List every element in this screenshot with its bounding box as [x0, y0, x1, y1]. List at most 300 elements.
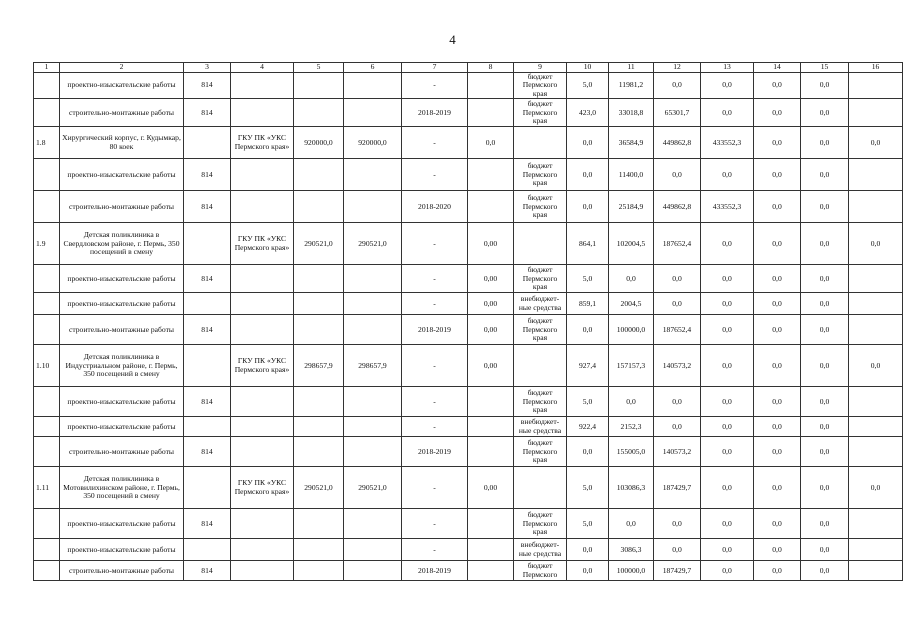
table-cell [294, 72, 344, 99]
table-cell: 1.11 [34, 467, 60, 509]
table-cell: 814 [184, 437, 231, 467]
table-cell: строительно-монтажные работы [60, 99, 184, 127]
table-cell: 0,0 [609, 387, 654, 417]
table-cell [34, 265, 60, 293]
table-cell: 814 [184, 265, 231, 293]
table-cell [231, 159, 294, 191]
table-cell: 0,0 [567, 539, 609, 561]
table-cell: 2004,5 [609, 293, 654, 315]
table-cell [231, 265, 294, 293]
column-number: 11 [609, 63, 654, 73]
table-cell [849, 561, 903, 581]
table-cell: 0,0 [654, 387, 701, 417]
table-cell: 0,0 [801, 159, 849, 191]
table-cell [344, 265, 402, 293]
table-cell: 0,0 [567, 315, 609, 345]
table-cell [514, 345, 567, 387]
column-number: 4 [231, 63, 294, 73]
table-cell: 0,0 [849, 467, 903, 509]
table-cell [468, 539, 514, 561]
table-cell: - [402, 72, 468, 99]
table-cell [231, 437, 294, 467]
table-cell [294, 509, 344, 539]
table-cell: 5,0 [567, 509, 609, 539]
table-cell: 187652,4 [654, 315, 701, 345]
column-number: 1 [34, 63, 60, 73]
table-cell [514, 223, 567, 265]
table-cell: 0,00 [468, 345, 514, 387]
table-cell: 11981,2 [609, 72, 654, 99]
table-cell: бюджет Пермского края [514, 437, 567, 467]
table-cell: 1.9 [34, 223, 60, 265]
table-cell [344, 315, 402, 345]
table-cell [849, 293, 903, 315]
table-cell [849, 387, 903, 417]
table-cell [468, 99, 514, 127]
table-cell: 0,00 [468, 467, 514, 509]
table-cell: 0,0 [801, 437, 849, 467]
column-number: 2 [60, 63, 184, 73]
table-cell: 814 [184, 315, 231, 345]
table-cell [231, 191, 294, 223]
table-cell: 290521,0 [344, 223, 402, 265]
table-cell [294, 159, 344, 191]
table-cell [849, 509, 903, 539]
table-cell: 0,0 [701, 417, 754, 437]
table-cell: 1.8 [34, 127, 60, 159]
table-cell [231, 509, 294, 539]
table-cell: 298657,9 [294, 345, 344, 387]
table-cell: 187429,7 [654, 467, 701, 509]
table-cell [231, 387, 294, 417]
table-cell: 0,0 [754, 467, 801, 509]
table-cell: 5,0 [567, 72, 609, 99]
table-cell [184, 127, 231, 159]
table-cell: ГКУ ПК «УКС Пермского края» [231, 223, 294, 265]
table-cell: 5,0 [567, 467, 609, 509]
table-cell: 433552,3 [701, 191, 754, 223]
table-cell: 0,0 [567, 437, 609, 467]
table-cell [849, 539, 903, 561]
column-number: 15 [801, 63, 849, 73]
table-cell: 2152,3 [609, 417, 654, 437]
table-cell: строительно-монтажные работы [60, 315, 184, 345]
table-cell: 0,0 [468, 127, 514, 159]
table-cell [344, 72, 402, 99]
table-cell: - [402, 159, 468, 191]
table-cell [34, 159, 60, 191]
table-cell: - [402, 345, 468, 387]
table-cell: проектно-изыскательские работы [60, 293, 184, 315]
table-row [34, 387, 903, 417]
table-cell: 0,0 [754, 345, 801, 387]
table-cell [231, 417, 294, 437]
table-row [34, 265, 903, 293]
table-cell: 0,0 [609, 509, 654, 539]
table-cell [849, 191, 903, 223]
table-cell: 0,0 [849, 345, 903, 387]
table-cell: 0,0 [654, 509, 701, 539]
table-cell: Детская поликлиника в Индустриальном районе, г. Пермь, 350 посещений в смену [60, 345, 184, 387]
table-cell: - [402, 387, 468, 417]
column-number: 3 [184, 63, 231, 73]
table-cell [34, 293, 60, 315]
table-cell: 0,0 [801, 467, 849, 509]
table-cell [849, 72, 903, 99]
table-cell: проектно-изыскательские работы [60, 387, 184, 417]
column-number: 5 [294, 63, 344, 73]
table-cell: 0,0 [701, 345, 754, 387]
table-cell: проектно-изыскательские работы [60, 509, 184, 539]
table-cell [184, 539, 231, 561]
table-cell [344, 437, 402, 467]
page-number: 4 [449, 32, 456, 47]
table-cell: 814 [184, 191, 231, 223]
table-cell [468, 437, 514, 467]
table-cell [184, 467, 231, 509]
column-number: 13 [701, 63, 754, 73]
table-cell [344, 561, 402, 581]
table-row [34, 539, 903, 561]
table-cell: - [402, 509, 468, 539]
table-cell: 0,0 [754, 159, 801, 191]
table-cell [294, 191, 344, 223]
table-cell: - [402, 417, 468, 437]
table-cell [468, 509, 514, 539]
table-cell: 0,0 [849, 223, 903, 265]
table-cell: 922,4 [567, 417, 609, 437]
table-row [34, 315, 903, 345]
table-cell: проектно-изыскательские работы [60, 72, 184, 99]
table-cell: 2018-2020 [402, 191, 468, 223]
table-cell: 290521,0 [344, 467, 402, 509]
table-row [34, 417, 903, 437]
table-cell: 290521,0 [294, 467, 344, 509]
table-cell [231, 293, 294, 315]
table-cell [514, 467, 567, 509]
table-cell: 0,0 [754, 417, 801, 437]
table-cell: - [402, 223, 468, 265]
table-cell: 0,0 [701, 315, 754, 345]
table-cell [231, 72, 294, 99]
table-cell: 859,1 [567, 293, 609, 315]
table-cell [344, 417, 402, 437]
table-row [34, 509, 903, 539]
table-cell: строительно-монтажные работы [60, 437, 184, 467]
table-cell: 102004,5 [609, 223, 654, 265]
table-cell: бюджет Пермского края [514, 191, 567, 223]
table-cell [468, 387, 514, 417]
table-cell: Детская поликлиника в Свердловском районе, г. Пермь, 350 посещений в смену [60, 223, 184, 265]
budget-table [33, 62, 903, 581]
column-number: 12 [654, 63, 701, 73]
column-number: 6 [344, 63, 402, 73]
table-cell: 0,0 [801, 539, 849, 561]
table-cell [468, 417, 514, 437]
table-row [34, 293, 903, 315]
table-cell: 0,00 [468, 315, 514, 345]
table-cell: внебюджет-ные средства [514, 417, 567, 437]
table-cell: 5,0 [567, 265, 609, 293]
table-cell: 140573,2 [654, 345, 701, 387]
table-cell: внебюджет-ные средства [514, 539, 567, 561]
table-cell [34, 509, 60, 539]
table-cell [184, 417, 231, 437]
table-row [34, 127, 903, 159]
table-cell: 0,0 [701, 509, 754, 539]
table-cell: 0,0 [754, 509, 801, 539]
table-cell [849, 417, 903, 437]
table-cell: - [402, 293, 468, 315]
table-cell: 0,0 [754, 72, 801, 99]
table-cell [468, 72, 514, 99]
table-cell [468, 191, 514, 223]
table-row [34, 437, 903, 467]
table-cell: 2018-2019 [402, 99, 468, 127]
table-cell: 0,00 [468, 265, 514, 293]
table-cell: 0,0 [801, 223, 849, 265]
table-cell: 0,0 [754, 265, 801, 293]
table-cell: 3086,3 [609, 539, 654, 561]
table-cell: 65301,7 [654, 99, 701, 127]
table-cell [344, 159, 402, 191]
table-cell [231, 561, 294, 581]
table-cell: 1.10 [34, 345, 60, 387]
table-cell [294, 265, 344, 293]
table-cell: 814 [184, 159, 231, 191]
table-cell [231, 539, 294, 561]
table-cell: 0,0 [801, 191, 849, 223]
table-cell: 814 [184, 561, 231, 581]
table-cell: 0,00 [468, 293, 514, 315]
table-cell: 0,0 [801, 265, 849, 293]
column-number: 8 [468, 63, 514, 73]
table-cell: 0,0 [654, 293, 701, 315]
table-cell: 0,0 [801, 293, 849, 315]
table-cell [344, 191, 402, 223]
table-cell: 0,0 [654, 265, 701, 293]
table-cell [468, 159, 514, 191]
table-cell [184, 293, 231, 315]
table-cell: Детская поликлиника в Мотовилихинском районе, г. Пермь, 350 посещений в смену [60, 467, 184, 509]
table-cell: бюджет Пермского края [514, 99, 567, 127]
table-row [34, 223, 903, 265]
table-cell [294, 561, 344, 581]
table-cell: 298657,9 [344, 345, 402, 387]
table-cell: 103086,3 [609, 467, 654, 509]
table-cell: ГКУ ПК «УКС Пермского края» [231, 345, 294, 387]
table-cell: 0,0 [801, 417, 849, 437]
table-cell: 157157,3 [609, 345, 654, 387]
table-row [34, 467, 903, 509]
table-cell: бюджет Пермского [514, 561, 567, 581]
table-cell: 0,0 [754, 99, 801, 127]
table-cell: 814 [184, 387, 231, 417]
table-cell: бюджет Пермского края [514, 509, 567, 539]
table-cell: 0,0 [701, 561, 754, 581]
table-cell [294, 99, 344, 127]
table-row [34, 159, 903, 191]
table-cell: 0,0 [801, 561, 849, 581]
table-cell: 11400,0 [609, 159, 654, 191]
table-cell [34, 191, 60, 223]
table-cell: 0,0 [754, 223, 801, 265]
table-cell: 0,00 [468, 223, 514, 265]
table-cell: проектно-изыскательские работы [60, 265, 184, 293]
table-row [34, 72, 903, 99]
table-cell: 0,0 [567, 127, 609, 159]
table-row [34, 191, 903, 223]
table-cell: строительно-монтажные работы [60, 191, 184, 223]
table-cell: 449862,8 [654, 191, 701, 223]
table-cell: 187429,7 [654, 561, 701, 581]
table-cell [344, 99, 402, 127]
column-number: 7 [402, 63, 468, 73]
table-cell [849, 99, 903, 127]
table-cell: 2018-2019 [402, 315, 468, 345]
table-cell: 0,0 [801, 127, 849, 159]
table-cell [468, 561, 514, 581]
table-cell: 0,0 [701, 293, 754, 315]
table-cell [294, 437, 344, 467]
table-cell: 5,0 [567, 387, 609, 417]
table-cell: бюджет Пермского края [514, 159, 567, 191]
column-number: 10 [567, 63, 609, 73]
table-cell [184, 345, 231, 387]
table-cell: 920000,0 [294, 127, 344, 159]
table-cell: 0,0 [801, 509, 849, 539]
table-cell: 0,0 [609, 265, 654, 293]
table-cell [849, 315, 903, 345]
table-cell [231, 99, 294, 127]
table-cell: 0,0 [654, 539, 701, 561]
table-cell: 0,0 [567, 159, 609, 191]
table-cell [294, 539, 344, 561]
table-cell [344, 509, 402, 539]
table-row [34, 561, 903, 581]
table-cell [849, 437, 903, 467]
table-cell: 0,0 [654, 72, 701, 99]
table-cell: 0,0 [654, 417, 701, 437]
table-cell: 100000,0 [609, 561, 654, 581]
column-number: 16 [849, 63, 903, 73]
table-cell: 0,0 [701, 437, 754, 467]
table-cell [344, 539, 402, 561]
table-cell [34, 561, 60, 581]
table-cell: 0,0 [701, 265, 754, 293]
table-cell: 0,0 [849, 127, 903, 159]
table-cell [294, 387, 344, 417]
table-cell: 2018-2019 [402, 561, 468, 581]
table-cell: 0,0 [754, 539, 801, 561]
table-cell [344, 293, 402, 315]
table-cell [34, 539, 60, 561]
table-cell [34, 417, 60, 437]
column-number-row [34, 63, 903, 73]
table-cell: 33018,8 [609, 99, 654, 127]
table-cell: 0,0 [654, 159, 701, 191]
table-cell: 0,0 [754, 191, 801, 223]
table-cell [34, 387, 60, 417]
table-cell: 920000,0 [344, 127, 402, 159]
table-cell: ГКУ ПК «УКС Пермского края» [231, 467, 294, 509]
table-cell: ГКУ ПК «УКС Пермского края» [231, 127, 294, 159]
table-cell: 2018-2019 [402, 437, 468, 467]
table-cell: 25184,9 [609, 191, 654, 223]
table-cell: 814 [184, 509, 231, 539]
table-cell: 0,0 [801, 99, 849, 127]
table-cell: бюджет Пермского края [514, 265, 567, 293]
table-cell [34, 437, 60, 467]
table-cell: 0,0 [567, 561, 609, 581]
table-cell: 0,0 [754, 561, 801, 581]
table-cell: 100000,0 [609, 315, 654, 345]
table-cell [514, 127, 567, 159]
table-cell: проектно-изыскательские работы [60, 539, 184, 561]
table-cell: 155005,0 [609, 437, 654, 467]
table-cell: 0,0 [754, 437, 801, 467]
table-cell: 0,0 [801, 345, 849, 387]
table-cell: 0,0 [801, 72, 849, 99]
table-cell [294, 293, 344, 315]
table-cell: 0,0 [567, 191, 609, 223]
table-cell: 0,0 [801, 387, 849, 417]
table-cell: 140573,2 [654, 437, 701, 467]
table-cell: 423,0 [567, 99, 609, 127]
table-cell [294, 315, 344, 345]
table-cell: - [402, 265, 468, 293]
table-cell: Хирургический корпус, г. Кудымкар, 80 коек [60, 127, 184, 159]
table-cell: 449862,8 [654, 127, 701, 159]
table-cell: 0,0 [701, 99, 754, 127]
column-number: 14 [754, 63, 801, 73]
table-cell: 814 [184, 72, 231, 99]
table-cell: 290521,0 [294, 223, 344, 265]
table-cell: строительно-монтажные работы [60, 561, 184, 581]
table-cell: 187652,4 [654, 223, 701, 265]
table-cell [849, 265, 903, 293]
column-number: 9 [514, 63, 567, 73]
table-row [34, 345, 903, 387]
table-cell [231, 315, 294, 345]
table-cell: 0,0 [701, 72, 754, 99]
table-cell [294, 417, 344, 437]
table-cell: 0,0 [701, 467, 754, 509]
table-cell: 0,0 [701, 387, 754, 417]
table-cell: проектно-изыскательские работы [60, 159, 184, 191]
table-row [34, 99, 903, 127]
table-cell: 927,4 [567, 345, 609, 387]
table-cell: проектно-изыскательские работы [60, 417, 184, 437]
table-cell: - [402, 127, 468, 159]
table-cell: 36584,9 [609, 127, 654, 159]
table-cell: 0,0 [701, 159, 754, 191]
table-cell: 0,0 [701, 223, 754, 265]
table-cell: бюджет Пермского края [514, 387, 567, 417]
table-cell [34, 315, 60, 345]
table-cell: бюджет Пермского края [514, 315, 567, 345]
table-cell: 433552,3 [701, 127, 754, 159]
table-cell [849, 159, 903, 191]
table-cell: 0,0 [701, 539, 754, 561]
table-cell [184, 223, 231, 265]
table-cell: 0,0 [754, 315, 801, 345]
table-cell: внебюджет-ные средства [514, 293, 567, 315]
table-cell: - [402, 467, 468, 509]
table-cell: бюджет Пермского края [514, 72, 567, 99]
table-cell: 0,0 [801, 315, 849, 345]
table-cell [34, 99, 60, 127]
